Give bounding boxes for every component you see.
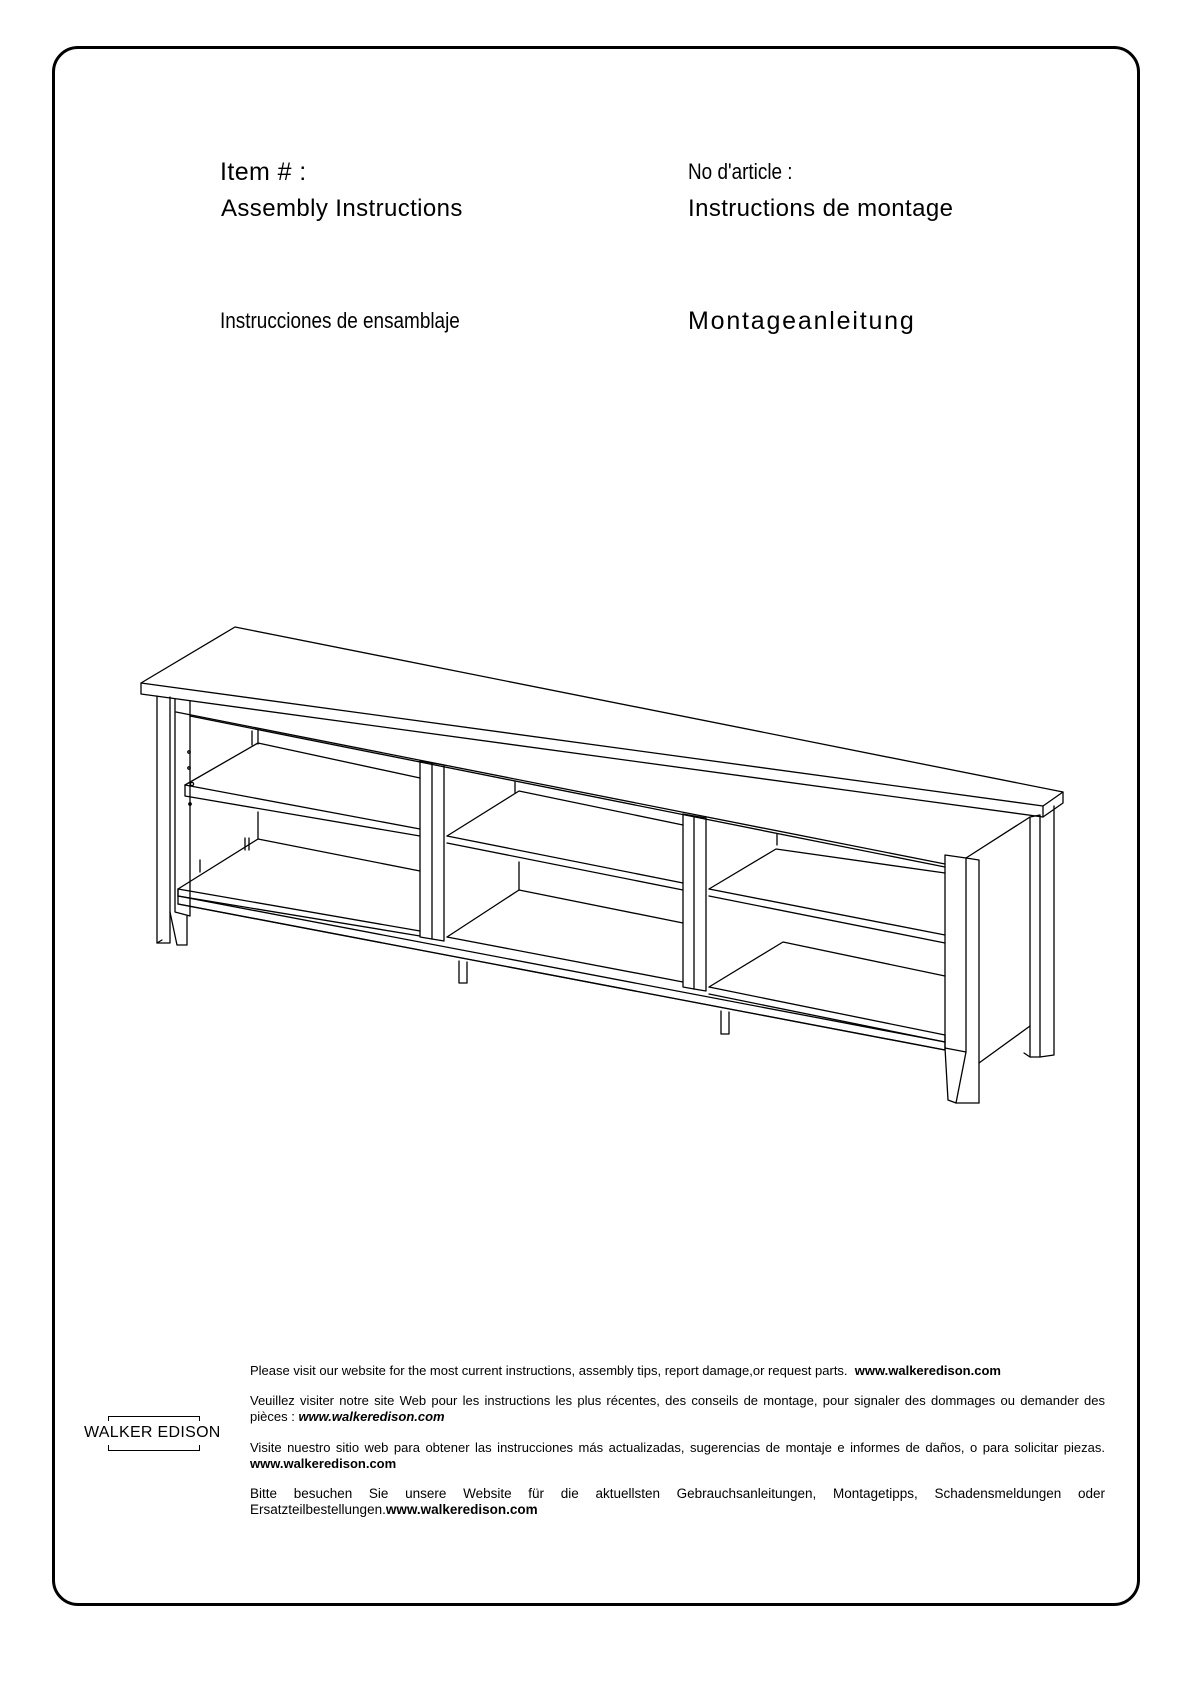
center-feet [459, 961, 729, 1034]
logo-tick [199, 1416, 200, 1421]
footer-english-url[interactable]: www.walkeredison.com [854, 1363, 1001, 1378]
bottom-shelf [178, 812, 945, 1042]
footer-spanish-url[interactable]: www.walkeredison.com [250, 1456, 397, 1471]
item-number-label: Item # : [220, 158, 307, 186]
footer-spanish [250, 1440, 1105, 1472]
assembly-instructions-title-en: Assembly Instructions [221, 195, 463, 222]
footer-french-url[interactable]: www.walkeredison.com [298, 1409, 445, 1424]
footer-german [250, 1486, 1105, 1518]
assembly-instructions-title-fr: Instructions de montage [688, 195, 954, 222]
footer-english [250, 1363, 1105, 1379]
walker-edison-logo [84, 1416, 224, 1452]
left-side-details [188, 751, 249, 872]
footer-french [250, 1393, 1105, 1425]
assembly-instructions-title-es: Instrucciones de ensamblaje [220, 308, 460, 333]
logo-tick [108, 1416, 109, 1421]
divider-left [420, 761, 444, 941]
logo-wordmark: WALKER EDISON [84, 1424, 221, 1441]
right-end-panel [945, 806, 1054, 1103]
divider-right [683, 814, 706, 991]
footer-german-url[interactable]: www.walkeredison.com [385, 1502, 538, 1517]
footer-german-text: Bitte besuchen Sie unsere Website für die aktuellsten Gebrauchsanleitungen, Montagetipps, Schadensmeldungen oder Ersatzteilbestellungen. [250, 1486, 1105, 1517]
footer-spanish-text: Visite nuestro sitio web para obtener las instrucciones más actualizadas, sugerencias de montaje e informes de daños, o para solicitar piezas. [250, 1440, 1105, 1455]
assembly-instructions-title-de: Montageanleitung [688, 307, 916, 335]
front-base-rail [178, 890, 945, 1050]
top-panel [141, 627, 1063, 817]
left-end-panel [157, 696, 190, 945]
no-article-label: No d'article : [688, 159, 793, 184]
footer-english-text: Please visit our website for the most current instructions, assembly tips, report damage,or request parts. [250, 1363, 848, 1378]
logo-bottom-rule [108, 1450, 200, 1451]
footer-french-text: Veuillez visiter notre site Web pour les instructions les plus récentes, des conseils de montage, pour signaler des dommages ou demander des pièces : [250, 1393, 1105, 1424]
logo-top-rule [108, 1416, 200, 1417]
